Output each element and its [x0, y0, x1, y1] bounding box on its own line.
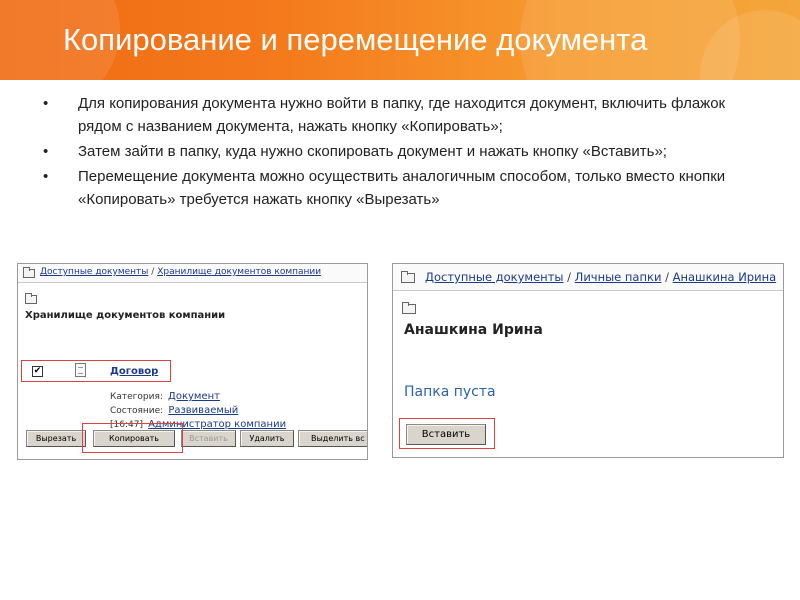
- breadcrumb-link-user-folder[interactable]: Анашкина Ирина: [672, 270, 777, 284]
- bullet-text: Перемещение документа можно осуществить аналогичным способом, только вместо кнопки «Копировать» требуется нажать кнопку «Вырезать»: [78, 168, 726, 208]
- bullet-item: [43, 92, 763, 138]
- bullet-text: Для копирования документа нужно войти в папку, где находится документ, включить флажок рядом с названием документа, нажать кнопку «Копировать»;: [78, 95, 726, 135]
- screenshot-personal-folder: [392, 263, 784, 458]
- screenshot-company-storage: [17, 263, 368, 460]
- bullet-marker: •: [43, 95, 49, 112]
- cut-button[interactable]: Вырезать: [26, 430, 86, 447]
- bullet-list: [43, 92, 763, 213]
- breadcrumb-separator: /: [665, 270, 669, 284]
- bullet-marker: •: [43, 143, 49, 160]
- bullet-item: [43, 140, 763, 163]
- document-checkbox[interactable]: ✔: [33, 366, 42, 376]
- folder-icon: [402, 304, 416, 314]
- select-all-button[interactable]: Выделить вс: [298, 430, 368, 447]
- author-link[interactable]: Администратор компании: [148, 419, 287, 430]
- highlight-paste-button: [399, 418, 495, 449]
- category-link[interactable]: Документ: [168, 391, 220, 402]
- document-time: [16:47]: [110, 420, 143, 430]
- breadcrumb-link-company-storage[interactable]: Хранилище документов компании: [157, 267, 322, 277]
- breadcrumb-separator: /: [567, 270, 572, 284]
- breadcrumb-link-personal-folders[interactable]: Личные папки: [574, 270, 662, 284]
- breadcrumb-link-available-docs[interactable]: Доступные документы: [40, 267, 149, 277]
- folder-title: Хранилище документов компании: [25, 310, 226, 321]
- folder-title: Анашкина Ирина: [404, 322, 543, 338]
- bullet-item: [43, 165, 763, 211]
- empty-folder-message: Папка пуста: [404, 384, 496, 400]
- breadcrumb-path: [40, 267, 321, 277]
- breadcrumb: [393, 264, 783, 291]
- breadcrumb-path: [425, 270, 776, 284]
- highlight-copy-button: [82, 423, 183, 453]
- slide-header: [0, 0, 800, 80]
- paste-button[interactable]: Вставить: [406, 424, 486, 445]
- copy-button[interactable]: Копировать: [93, 430, 175, 447]
- paste-button-disabled[interactable]: Вставить: [181, 430, 236, 447]
- folder-icon: [23, 269, 35, 278]
- breadcrumb: [18, 264, 367, 283]
- state-link[interactable]: Развиваемый: [168, 405, 239, 416]
- bullet-text: Затем зайти в папку, куда нужно скопировать документ и нажать кнопку «Вставить»;: [78, 143, 667, 160]
- category-label: Категория:: [110, 392, 163, 402]
- breadcrumb-link-available-docs[interactable]: Доступные документы: [425, 270, 564, 284]
- state-label: Состояние:: [110, 406, 164, 416]
- document-name-link[interactable]: Договор: [110, 366, 159, 377]
- breadcrumb-separator: /: [151, 267, 155, 277]
- slide-title: Копирование и перемещение документа: [63, 22, 648, 57]
- folder-icon: [401, 273, 415, 283]
- folder-icon: [25, 295, 37, 304]
- highlight-document-row: [21, 360, 171, 382]
- bullet-marker: •: [43, 168, 49, 185]
- delete-button[interactable]: Удалить: [240, 430, 294, 447]
